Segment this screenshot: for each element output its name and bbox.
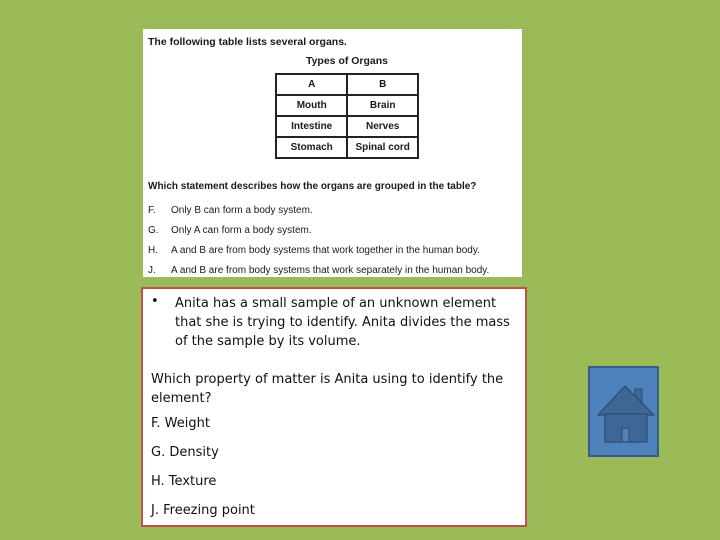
table-cell: Stomach (276, 137, 347, 158)
choice-letter: F. (148, 205, 156, 216)
choice-letter: G. (148, 225, 159, 236)
answer-option: J. Freezing point (151, 503, 255, 518)
table-cell: Nerves (347, 116, 418, 137)
table-row (276, 95, 418, 116)
question-intro: The following table lists several organs. (148, 36, 347, 48)
table-cell: Brain (347, 95, 418, 116)
home-button[interactable] (588, 366, 659, 457)
choice-text: Only B can form a body system. (171, 205, 313, 216)
question-prompt: Which property of matter is Anita using to identify the element? (151, 372, 504, 406)
table-header-cell: B (347, 74, 418, 95)
scenario-text: Anita has a small sample of an unknown element that she is trying to identify. Anita divides the mass of the sample by its volume. (175, 296, 510, 349)
choice-letter: H. (148, 245, 158, 256)
answer-choice (148, 241, 489, 261)
choice-text: A and B are from body systems that work separately in the human body. (171, 265, 490, 276)
choice-text: Only A can form a body system. (171, 225, 312, 236)
answer-option: G. Density (151, 445, 219, 460)
question-text-box (141, 287, 527, 527)
table-cell: Intestine (276, 116, 347, 137)
answer-option: F. Weight (151, 416, 210, 431)
question-text: Which statement describes how the organs are grouped in the table? (148, 181, 477, 192)
question-image (143, 29, 522, 277)
answer-choice (148, 201, 489, 221)
table-header-row (276, 74, 418, 95)
choice-text: A and B are from body systems that work together in the human body. (171, 245, 480, 256)
table-row (276, 116, 418, 137)
table-header-cell: A (276, 74, 347, 95)
table-cell: Spinal cord (347, 137, 418, 158)
home-icon (590, 368, 661, 459)
answer-choice (148, 221, 489, 241)
answer-option: H. Texture (151, 474, 217, 489)
table-cell: Mouth (276, 95, 347, 116)
answer-choice (148, 261, 489, 281)
answer-choices (148, 201, 489, 281)
bullet-item (151, 294, 515, 351)
table-title: Types of Organs (305, 55, 389, 67)
bullet-glyph: • (151, 294, 159, 309)
organs-table (275, 73, 419, 159)
table-row (276, 137, 418, 158)
choice-letter: J. (148, 265, 156, 276)
